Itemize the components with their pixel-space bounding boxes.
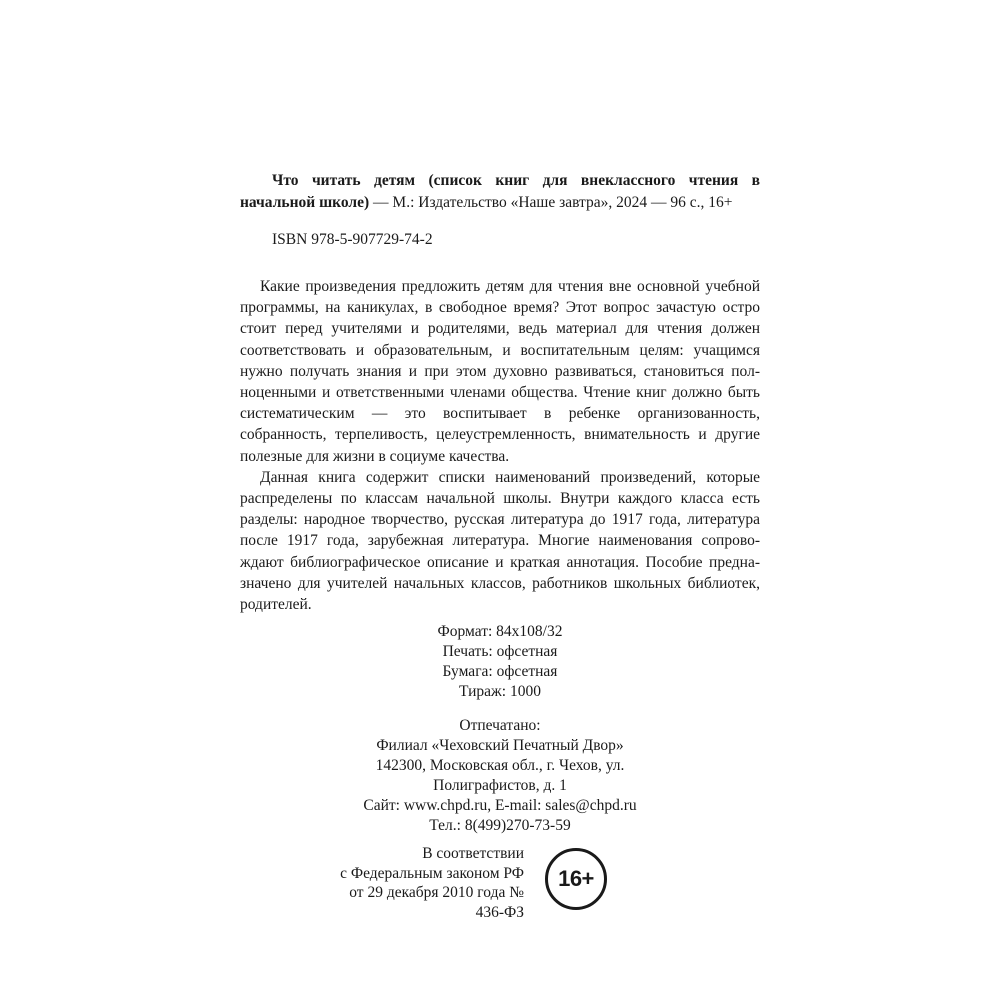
paper-spec: Бумага: офсетная: [442, 663, 558, 680]
printer-name: Филиал «Чеховский Печатный Двор»: [376, 737, 624, 754]
law-line: с Федеральным законом РФ: [340, 864, 524, 882]
law-line: от 29 декабря 2010 года №: [349, 884, 524, 901]
law-notice: [290, 844, 524, 922]
law-line: В соответствии: [422, 845, 524, 862]
annotation-paragraph: Какие произведения предложить детям для чтения вне основной учебной программы, на каникулах, в свободное время? Этот вопрос зачастую остро стоит перед учителями и родителями, ведь материал для чтения должен соответствовать и образовательным, и воспитательным целям: учащимся нужно получать знания и при этом духовно развиваться, становиться полноценными и ответственными членами общества. Чтение книг должно быть систематическим — это воспитывает в ребенке организованность, собранность, терпеливость, целеустремленность, внимательность и другие полезные для жизни в социуме качества.: [240, 278, 760, 465]
law-line: 436-ФЗ: [475, 903, 524, 921]
annotation-paragraph: Данная книга содержит списки наименований произведений, которые распределены по классам начальной школы. Внутри каждого класса есть разделы: народное творчество, русская литература до 1917 года, литература после 1917 года, зарубежная литература. Многие наименования сопровождают библиографическое описание и краткая аннотация. Пособие предназначено для учителей начальных классов, работников школьных библиотек, родителей.: [240, 468, 760, 614]
print-specs: [330, 622, 670, 836]
printer-phone: Тел.: 8(499)270-73-59: [429, 817, 571, 834]
annotation: [240, 276, 760, 615]
format-spec: Формат: 84x108/32: [437, 623, 563, 640]
circulation-spec: Тираж: 1000: [459, 683, 541, 700]
printer-web: Сайт: www.chpd.ru, E-mail: sales@chpd.ru: [363, 797, 637, 814]
bibliographic-record: [240, 170, 760, 214]
printed-label: Отпечатано:: [459, 717, 541, 734]
spacer: [330, 702, 670, 716]
publication-details: — М.: Издательство «Наше завтра», 2024 — 96 с., 16+: [369, 194, 733, 211]
printer-address: 142300, Московская обл., г. Чехов, ул. Полиграфистов, д. 1: [375, 757, 625, 794]
print-spec: Печать: офсетная: [442, 643, 558, 660]
book-title: Что читать детям (список книг для внеклассного чтения в начальной школе): [240, 172, 760, 211]
age-rating-badge: 16+: [545, 848, 607, 910]
isbn: ISBN 978-5-907729-74-2: [272, 231, 433, 248]
